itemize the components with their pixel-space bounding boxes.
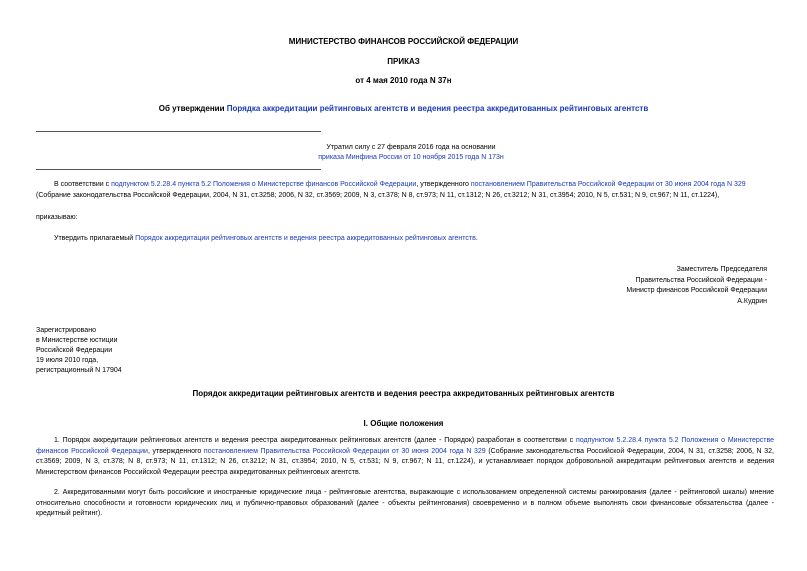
p1-link-1[interactable]: подпунктом 5.2.28.4 пункта 5.2 Положения о Министерстве финансов Российской Федерации (36, 437, 774, 455)
preamble-text-2: , утвержденного (416, 181, 471, 188)
divider-top (36, 131, 321, 132)
registration-line-4: 19 июля 2010 года, (36, 357, 99, 364)
p1-link-2[interactable]: постановлением Правительства Российской Федерации от 30 июня 2004 года N 329 (203, 447, 486, 455)
status-link[interactable]: приказа Минфина России от 10 ноября 2015 года N 173н (318, 154, 504, 161)
signature-line-1: Заместитель Председателя (676, 266, 767, 273)
divider-bottom (36, 169, 321, 170)
title-prefix: Об утверждении (158, 104, 227, 113)
status-line: Утратил силу с 27 февраля 2016 года на основании (326, 144, 496, 151)
order-word: приказываю: (36, 214, 78, 221)
signature-name: А.Кудрин (737, 297, 767, 305)
approve-text-1: Утвердить прилагаемый (54, 235, 136, 242)
title-link[interactable]: Порядка аккредитации рейтинговых агентств и ведения реестра аккредитованных рейтинговых агентств (226, 104, 649, 113)
doc-type-heading: ПРИКАЗ (387, 57, 420, 66)
section-paragraph-2: 2. Аккредитованными могут быть российские и иностранные юридические лица - рейтинговые агентства, выражающие с использованием определенной системы ранжирования (далее - рейтинговой шкалы) мнение относительно способности и готовности юридических лиц и публично-правовых образований (далее - объекты рейтингования) своевременно и в полном объеме выполнять свои финансовые обязательства (далее - кредитный рейтинг). (36, 489, 774, 517)
approve-link[interactable]: Порядок аккредитации рейтинговых агентств и ведения реестра аккредитованных рейтинговых агентств (135, 235, 476, 242)
approve-paragraph (54, 234, 478, 244)
preamble-paragraph (36, 180, 774, 201)
registration-line-5: регистрационный N 17904 (36, 367, 122, 374)
registration-line-3: Российской Федерации (36, 347, 113, 354)
preamble-link-2[interactable]: постановлением Правительства Российской Федерации от 30 июня 2004 года N 329 (470, 181, 746, 188)
signature-line-2: Правительства Российской Федерации - (635, 276, 767, 284)
status-link-wrap (311, 153, 511, 163)
signature-line-3: Министр финансов Российской Федерации (626, 287, 767, 294)
appendix-title: Порядок аккредитации рейтинговых агентств и ведения реестра аккредитованных рейтинговых агентств (192, 389, 615, 398)
signature-block (626, 265, 767, 307)
approve-text-2: . (475, 235, 478, 242)
section-heading: I. Общие положения (363, 419, 444, 428)
preamble-text-3: (Собрание законодательства Российской Федерации, 2004, N 31, ст.3258; 2006, N 32, ст.3569; 2009, N 3, ст.378; N 8, ст.973; N 11, ст.1312; N 26, ст.3212; N 31, ст.3954; 2010, N 5, ст.531; N 9, ст.967; N 11, ст.1224), (36, 191, 720, 199)
ministry-heading: МИНИСТЕРСТВО ФИНАНСОВ РОССИЙСКОЙ ФЕДЕРАЦИИ (288, 37, 519, 46)
document-title (0, 104, 807, 113)
p1-text-2: , утвержденного (147, 447, 204, 455)
registration-block (36, 326, 122, 376)
p1-text-1: 1. Порядок аккредитации рейтинговых агентств и ведения реестра аккредитованных рейтинговых агентств (далее - Порядок) разработан в соответствии с (54, 437, 576, 444)
preamble-link-1[interactable]: подпунктом 5.2.28.4 пункта 5.2 Положения о Министерстве финансов Российской Федерации (111, 181, 417, 188)
doc-date-number: от 4 мая 2010 года N 37н (355, 76, 452, 85)
registration-line-2: в Министерстве юстиции (36, 337, 118, 344)
section-paragraph-1 (36, 436, 774, 478)
preamble-text-1: В соответствии с (54, 181, 112, 188)
registration-line-1: Зарегистрировано (36, 327, 96, 334)
p1-text-3: (Собрание законодательства Российской Федерации, 2004, N 31, ст.3258; 2006, N 32, ст.3569; 2009, N 3, ст.378; N 8, ст.973; N 11, ст.1312; N 26, ст.3212; N 31, ст.3954; 2010, N 5, ст.531; N 9, ст.967; N 11, ст.1224), и устанавливает порядок добровольной аккредитации рейтинговых агентств и ведения Министерством финансов Российской Федерации реестра аккредитованных рейтинговых агентств. (36, 447, 774, 476)
